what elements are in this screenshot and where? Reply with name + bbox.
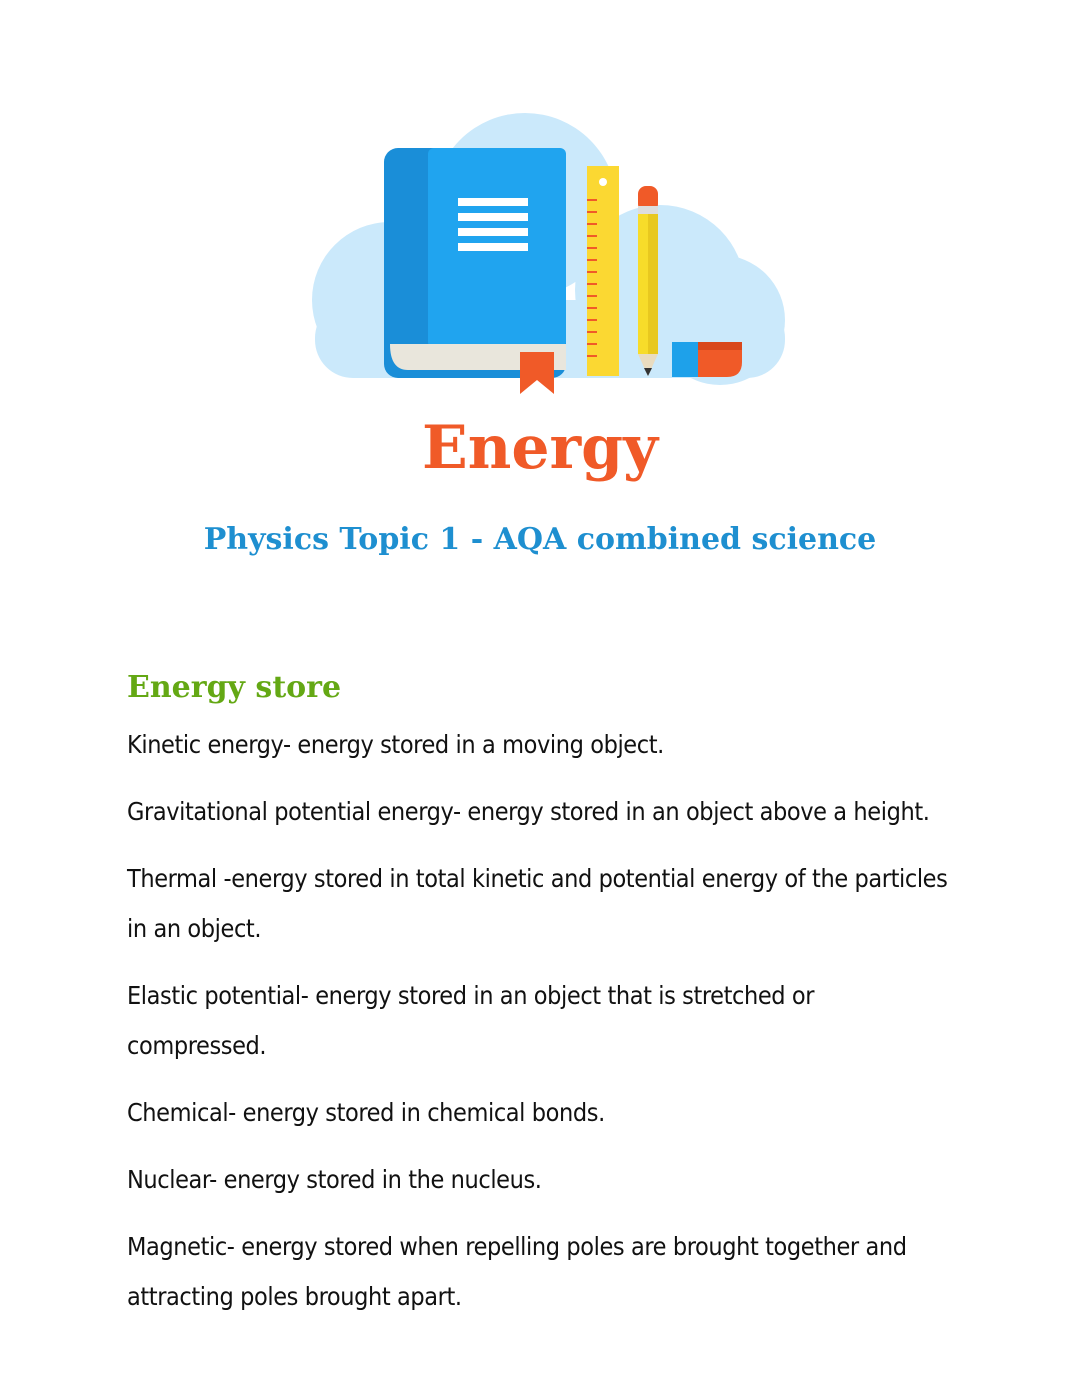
definition-nuclear: Nuclear- energy stored in the nucleus.	[127, 1165, 542, 1194]
section-heading: Energy store	[127, 670, 342, 705]
definition-gravitational-potential: Gravitational potential energy- energy stored in an object above a height.	[127, 797, 930, 826]
definition-chemical: Chemical- energy stored in chemical bonds.	[127, 1098, 605, 1127]
energy-store-list	[127, 720, 957, 1339]
definition-thermal: Thermal -energy stored in total kinetic and potential energy of the particles in an object.	[127, 864, 948, 943]
definition-elastic-potential: Elastic potential- energy stored in an object that is stretched or compressed.	[127, 981, 815, 1060]
ruler-icon	[587, 166, 619, 376]
book-ruler-pencil-illustration-icon	[280, 100, 800, 400]
definition-kinetic: Kinetic energy- energy stored in a moving object.	[127, 730, 664, 759]
book-icon	[384, 148, 566, 394]
header-illustration	[280, 100, 800, 400]
eraser-icon	[672, 342, 742, 377]
definition-magnetic: Magnetic- energy stored when repelling poles are brought together and attracting poles brought apart.	[127, 1232, 907, 1311]
pencil-icon	[638, 186, 658, 376]
page-title: Energy	[422, 413, 658, 483]
page-subtitle: Physics Topic 1 - AQA combined science	[203, 522, 877, 557]
